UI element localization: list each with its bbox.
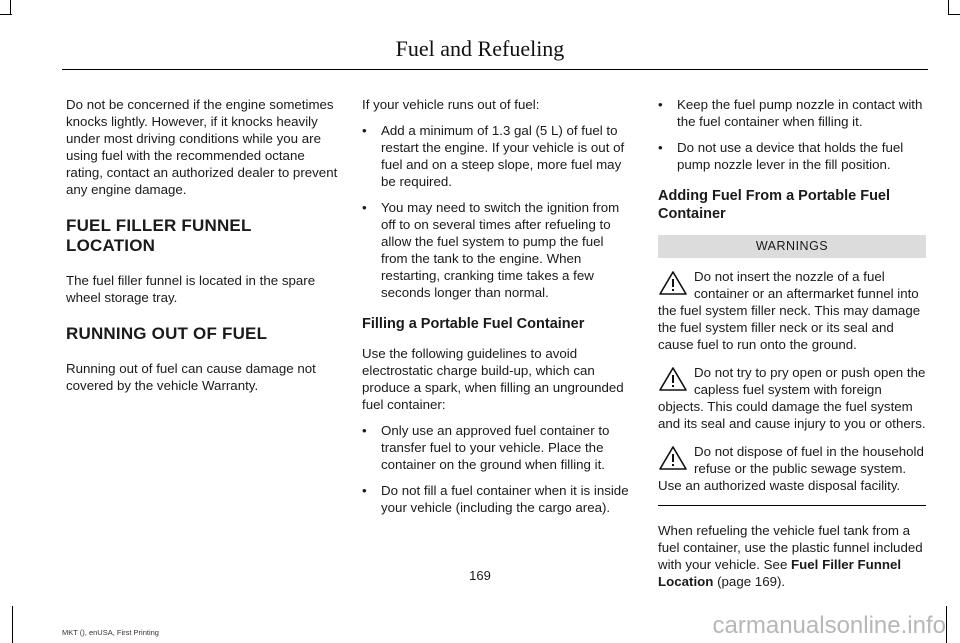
nozzle-list [658,96,926,173]
page-number: 169 [469,568,491,583]
crop-mark [948,14,960,15]
subheading-adding-fuel: Adding Fuel From a Portable Fuel Container [658,188,891,222]
list-item: • Do not use a device that holds the fuel pump nozzle lever in the fill position. [658,140,904,172]
cross-reference-link[interactable]: Fuel Filler Funnel Location [658,557,902,589]
funnel-paragraph: The fuel filler funnel is located in the spare wheel storage tray. [66,273,316,305]
crop-mark [12,606,13,643]
running-out-paragraph: Running out of fuel can cause damage not covered by the vehicle Warranty. [66,361,316,393]
page-title: Fuel and Refueling [395,36,565,61]
runs-out-intro: If your vehicle runs out of fuel: [362,97,540,112]
warning-item: Do not dispose of fuel in the household refuse or the public sewage system. Use an authorized waste disposal facility. [658,444,924,493]
crop-mark [946,606,947,643]
warning-triangle-icon [658,366,688,392]
column-3 [658,96,926,604]
section-heading-funnel: FUEL FILLER FUNNEL LOCATION [66,216,252,255]
warning-item: Do not try to pry open or push open the capless fuel system with foreign objects. This could damage the fuel system and its seal and cause injury to you or others. [658,365,926,431]
crop-mark [10,0,11,14]
runs-out-list [362,122,632,301]
portable-paragraph: Use the following guidelines to avoid electrostatic charge build-up, which can produce a spark, when filling an ungrounded fuel container: [362,346,624,412]
warnings-banner: WARNINGS [658,235,926,258]
watermark: carmanualsonline.info [712,612,946,639]
crop-mark [948,0,949,14]
print-footer: MKT (), enUSA, First Printing [62,628,159,637]
warnings-end-rule [658,505,926,506]
portable-list [362,422,632,516]
warning-triangle-icon [658,445,688,471]
column-2 [362,96,632,526]
section-heading-running-out: RUNNING OUT OF FUEL [66,324,268,343]
list-item: • You may need to switch the ignition from off to on several times after refueling to allow the fuel system to pump the fuel from the tank to the engine. When restarting, cranking time takes a few seconds longer than normal. [362,200,620,300]
knock-paragraph: Do not be concerned if the engine sometimes knocks lightly. However, if it knocks heavily under most driving conditions while you are using fuel with the recommended octane rating, contact an authorized dealer to prevent any engine damage. [66,97,338,197]
header-divider [62,69,928,70]
subheading-portable-container: Filling a Portable Fuel Container [362,316,585,332]
list-item: • Only use an approved fuel container to transfer fuel to your vehicle. Place the container on the ground when filling it. [362,423,610,472]
funnel-reference-paragraph: When refueling the vehicle fuel tank from a fuel container, use the plastic funnel included with your vehicle. See Fuel Filler Funnel Location (page 169). [658,523,923,589]
list-item: • Do not fill a fuel container when it is inside your vehicle (including the cargo area). [362,483,629,515]
column-1 [66,96,338,408]
warning-item: Do not insert the nozzle of a fuel container or an aftermarket funnel into the fuel system filler neck. This may damage the fuel system filler neck or its seal and cause fuel to run onto the ground. [658,269,921,352]
warning-triangle-icon [658,270,688,296]
list-item: • Keep the fuel pump nozzle in contact with the fuel container when filling it. [658,97,923,129]
list-item: • Add a minimum of 1.3 gal (5 L) of fuel to restart the engine. If your vehicle is out of fuel and on a steep slope, more fuel may be required. [362,123,625,189]
crop-mark [0,14,12,15]
